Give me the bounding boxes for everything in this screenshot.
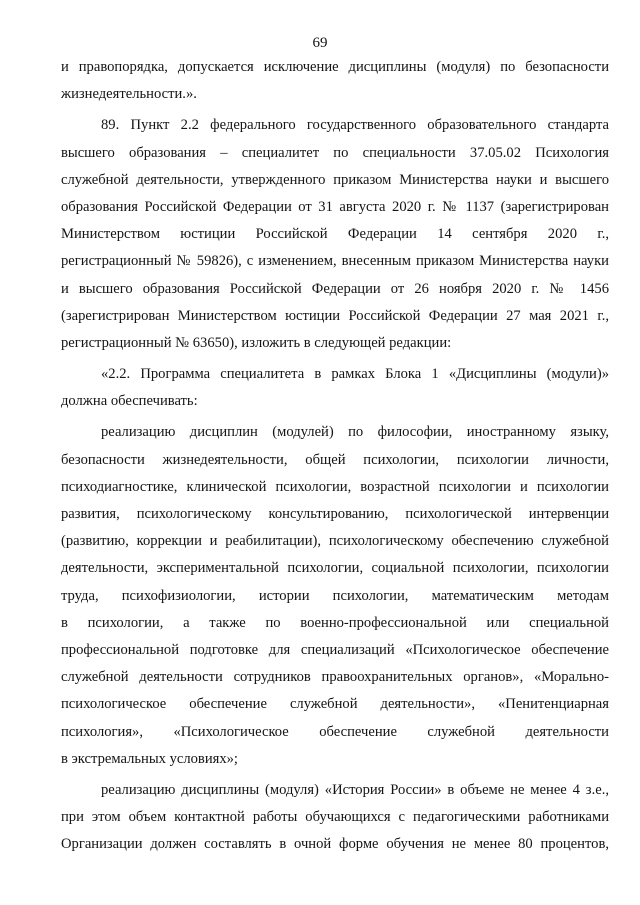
text-line: Министерством юстиции Российской Федерации 14 сентября 2020 г., bbox=[61, 226, 609, 243]
text-line: 89. Пункт 2.2 федерального государственного образовательного стандарта bbox=[101, 117, 609, 134]
text-line: реализацию дисциплин (модулей) по философии, иностранному языку, bbox=[101, 424, 609, 441]
text-line: психологическое обеспечение служебной деятельности», «Пенитенциарная bbox=[61, 696, 609, 713]
text-line: при этом объем контактной работы обучающихся с педагогическими работниками bbox=[61, 809, 609, 826]
document-body bbox=[61, 54, 609, 858]
text-line: труда, психофизиологии, истории психологии, математическим методам bbox=[61, 587, 609, 604]
text-line: в экстремальных условиях»; bbox=[61, 750, 238, 767]
text-line: жизнедеятельности.». bbox=[61, 86, 197, 103]
text-line: и правопорядка, допускается исключение дисциплины (модуля) по безопасности bbox=[61, 59, 609, 75]
page-number: 69 bbox=[312, 35, 328, 51]
text-line: психология», «Психологическое обеспечение служебной деятельности bbox=[61, 723, 609, 740]
text-line: профессиональной подготовке для специализаций «Психологическое обеспечение bbox=[61, 641, 609, 658]
text-line: регистрационный № 59826), с изменением, внесенным приказом Министерства науки bbox=[61, 253, 609, 270]
text-line: реализацию дисциплины (модуля) «История России» в объеме не менее 4 з.е., bbox=[101, 781, 609, 798]
text-line: деятельности, экспериментальной психологии, социальной психологии, психологии bbox=[61, 560, 609, 577]
text-line: регистрационный № 63650), изложить в следующей редакции: bbox=[61, 334, 452, 351]
text-line: (зарегистрирован Министерством юстиции Российской Федерации 27 мая 2021 г., bbox=[61, 307, 609, 324]
text-line: служебной деятельности, утвержденного приказом Министерства науки и высшего bbox=[61, 171, 609, 188]
text-line: служебной деятельности сотрудников правоохранительных органов», «Морально- bbox=[61, 669, 609, 686]
text-line: образования Российской Федерации от 31 августа 2020 г. № 1137 (зарегистрирован bbox=[61, 198, 609, 215]
text-line: развития, психологическому консультированию, психологической интервенции bbox=[61, 506, 609, 522]
text-line: безопасности жизнедеятельности, общей психологии, психологии личности, bbox=[61, 451, 609, 468]
text-line: Организации должен составлять в очной форме обучения не менее 80 процентов, bbox=[61, 836, 609, 853]
text-line: в психологии, а также по военно-профессиональной или специальной bbox=[61, 614, 609, 631]
text-line: (развитию, коррекции и реабилитации), психологическому обеспечению служебной bbox=[61, 533, 609, 550]
text-line: «2.2. Программа специалитета в рамках Блока 1 «Дисциплины (модули)» bbox=[101, 366, 609, 383]
text-line: должна обеспечивать: bbox=[61, 393, 198, 410]
text-line: и высшего образования Российской Федерации от 26 ноября 2020 г. № 1456 bbox=[61, 280, 609, 297]
text-line: высшего образования – специалитет по специальности 37.05.02 Психология bbox=[61, 144, 609, 161]
text-line: психодиагностике, клинической психологии, возрастной психологии и психологии bbox=[61, 478, 609, 495]
